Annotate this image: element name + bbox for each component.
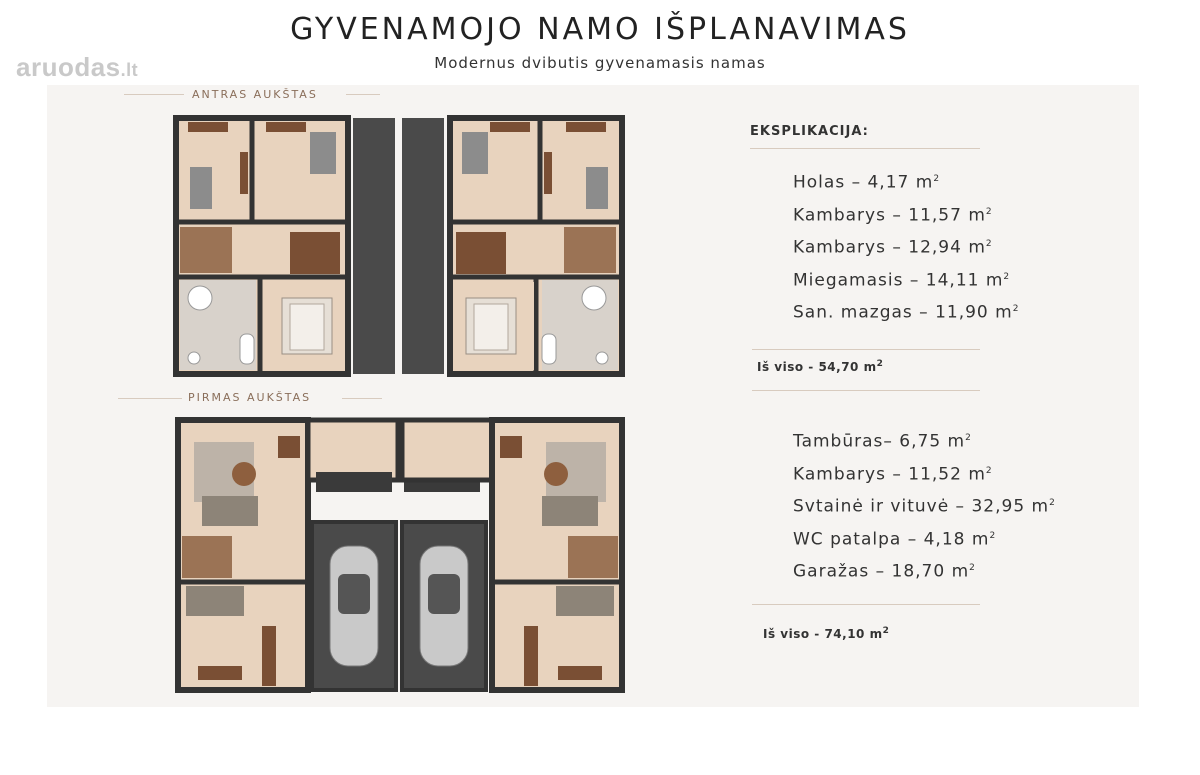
- lower-floor-plan: [172, 414, 632, 696]
- page-title: GYVENAMOJO NAMO IŠPLANAVIMAS: [290, 12, 910, 47]
- room-item: Kambarys – 11,57 $m^2$: [793, 205, 993, 226]
- divider-line: [750, 148, 980, 149]
- room-item: Miegamasis – 14,11 $m^2$: [793, 270, 1011, 291]
- divider-line: [124, 94, 184, 95]
- lower-rooms-list: [793, 422, 1056, 585]
- watermark-suffix: .lt: [120, 60, 139, 80]
- divider-line: [752, 604, 980, 605]
- watermark-text: aruodas: [16, 52, 121, 82]
- upper-floor-plan: [170, 112, 632, 380]
- room-item: Tambūras– 6,75 $m^2$: [793, 431, 972, 452]
- upper-rooms-list: [793, 163, 1019, 326]
- upper-total: Iš viso - 54,70 $m^2$: [757, 359, 884, 374]
- page-subtitle: Modernus dvibutis gyvenamasis namas: [434, 54, 766, 72]
- divider-line: [118, 398, 182, 399]
- divider-line: [752, 349, 980, 350]
- room-item: Svtainė ir vituvė – 32,95 $m^2$: [793, 496, 1056, 517]
- lower-floor-label: PIRMAS AUKŠTAS: [188, 391, 312, 404]
- divider-line: [342, 398, 382, 399]
- room-item: Kambarys – 11,52 $m^2$: [793, 464, 993, 485]
- room-item: Garažas – 18,70 $m^2$: [793, 561, 976, 582]
- room-item: Holas – 4,17 $m^2$: [793, 172, 941, 193]
- upper-floor-label: ANTRAS AUKŠTAS: [192, 88, 318, 101]
- lower-total: Iš viso - 74,10 $m^2$: [763, 626, 890, 641]
- room-item: Kambarys – 12,94 $m^2$: [793, 237, 993, 258]
- divider-line: [752, 390, 980, 391]
- room-item: WC patalpa – 4,18 $m^2$: [793, 529, 997, 550]
- explication-title: EKSPLIKACIJA:: [750, 124, 869, 139]
- divider-line: [346, 94, 380, 95]
- room-item: San. mazgas – 11,90 $m^2$: [793, 302, 1020, 323]
